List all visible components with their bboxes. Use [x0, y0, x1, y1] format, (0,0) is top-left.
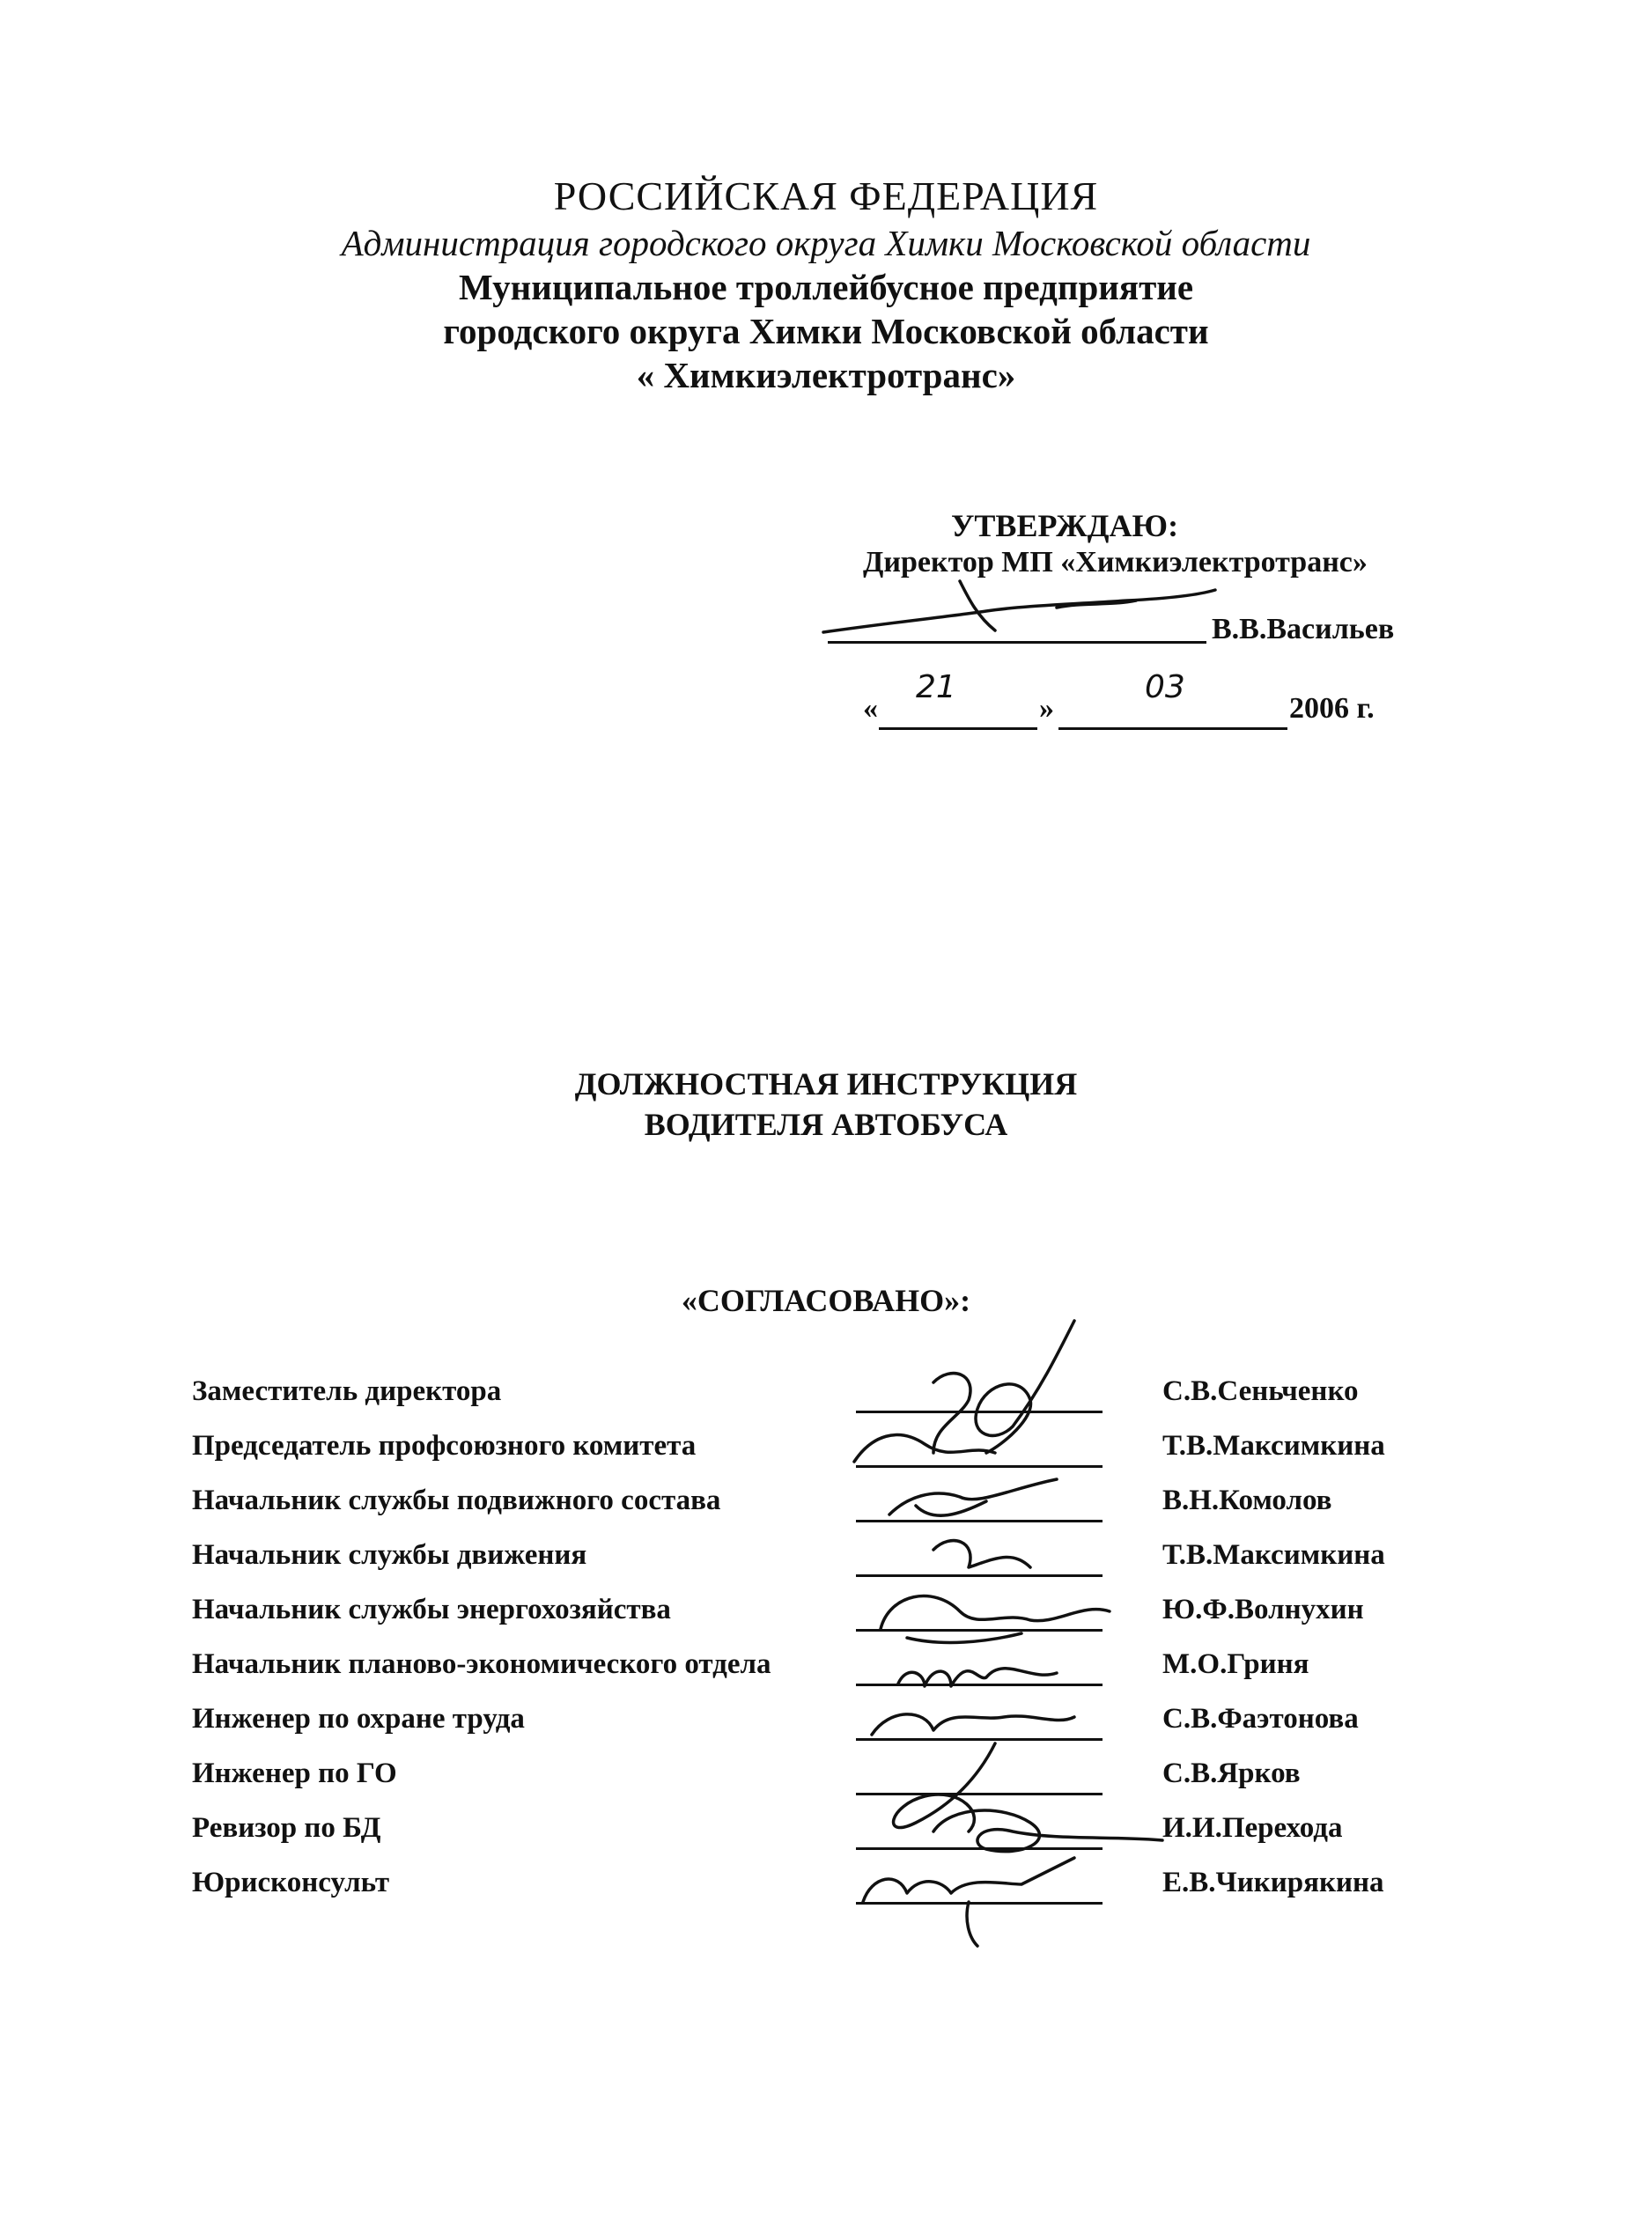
signatory-name: Е.В.Чикирякина [1162, 1867, 1384, 1898]
approval-position: Директор МП «Химкиэлектротранс» [863, 546, 1368, 579]
signatory-row [0, 1812, 1652, 1867]
signature-line [856, 1411, 1103, 1413]
signatory-position: Заместитель директора [192, 1375, 502, 1407]
signatory-position: Председатель профсоюзного комитета [192, 1430, 697, 1462]
signatory-position: Юрисконсульт [192, 1867, 390, 1898]
agreed-label: «СОГЛАСОВАНО»: [681, 1283, 971, 1318]
signature-line [856, 1520, 1103, 1522]
signatory-name: Ю.Ф.Волнухин [1162, 1594, 1364, 1625]
signatory-name: Т.В.Максимкина [1162, 1430, 1385, 1462]
document-title-line-2: ВОДИТЕЛЯ АВТОБУСА [644, 1107, 1008, 1142]
organization-line-3: « Химкиэлектротранс» [636, 355, 1016, 395]
date-day-handwritten: 21 [916, 669, 956, 705]
signature-line [856, 1793, 1103, 1795]
signatory-row [0, 1539, 1652, 1594]
date-quote-open: « [863, 692, 878, 725]
signatory-row [0, 1703, 1652, 1758]
signature-line [856, 1902, 1103, 1905]
signatory-name: И.И.Перехода [1162, 1812, 1343, 1844]
signature-line [856, 1629, 1103, 1632]
signature-line [856, 1847, 1103, 1850]
date-day-line [879, 727, 1037, 730]
director-signature-stroke [960, 581, 1136, 630]
signature-line [856, 1465, 1103, 1468]
approval-signature-line [828, 641, 1206, 644]
signatory-row [0, 1867, 1652, 1921]
signatory-row [0, 1594, 1652, 1648]
signatory-position: Инженер по ГО [192, 1758, 397, 1789]
signatory-row [0, 1375, 1652, 1430]
document-title-line-1: ДОЛЖНОСТНАЯ ИНСТРУКЦИЯ [574, 1066, 1078, 1102]
signatory-name: С.В.Фаэтонова [1162, 1703, 1359, 1735]
signatory-position: Начальник службы энергохозяйства [192, 1594, 671, 1625]
signatory-row [0, 1758, 1652, 1812]
signatory-name: Т.В.Максимкина [1162, 1539, 1385, 1571]
date-quote-close: » [1039, 692, 1054, 725]
signatory-row [0, 1430, 1652, 1485]
signatory-name: С.В.Ярков [1162, 1758, 1301, 1789]
signatory-row [0, 1648, 1652, 1703]
signatory-position: Инженер по охране труда [192, 1703, 525, 1735]
director-signature [823, 590, 1215, 632]
signatory-position: Ревизор по БД [192, 1812, 381, 1844]
administration-heading: Администрация городского округа Химки Московской области [341, 223, 1311, 263]
signatory-position: Начальник планово-экономического отдела [192, 1648, 771, 1680]
signatory-position: Начальник службы подвижного состава [192, 1485, 721, 1516]
signature-line [856, 1574, 1103, 1577]
date-month-line [1058, 727, 1287, 730]
signatory-name: М.О.Гриня [1162, 1648, 1309, 1680]
signatory-name: В.Н.Комолов [1162, 1485, 1332, 1516]
approval-name: В.В.Васильев [1212, 613, 1395, 645]
signatory-name: С.В.Сеньченко [1162, 1375, 1359, 1407]
organization-line-1: Муниципальное троллейбусное предприятие [458, 267, 1194, 307]
signature-line [856, 1738, 1103, 1741]
signature-line [856, 1684, 1103, 1686]
signatory-row [0, 1485, 1652, 1539]
date-month-handwritten: 03 [1145, 669, 1185, 705]
date-year: 2006 г. [1289, 692, 1375, 725]
signatory-position: Начальник службы движения [192, 1539, 587, 1571]
organization-line-2: городского округа Химки Московской области [443, 311, 1209, 351]
country-heading: РОССИЙСКАЯ ФЕДЕРАЦИЯ [553, 173, 1099, 218]
approval-title: УТВЕРЖДАЮ: [951, 508, 1179, 543]
